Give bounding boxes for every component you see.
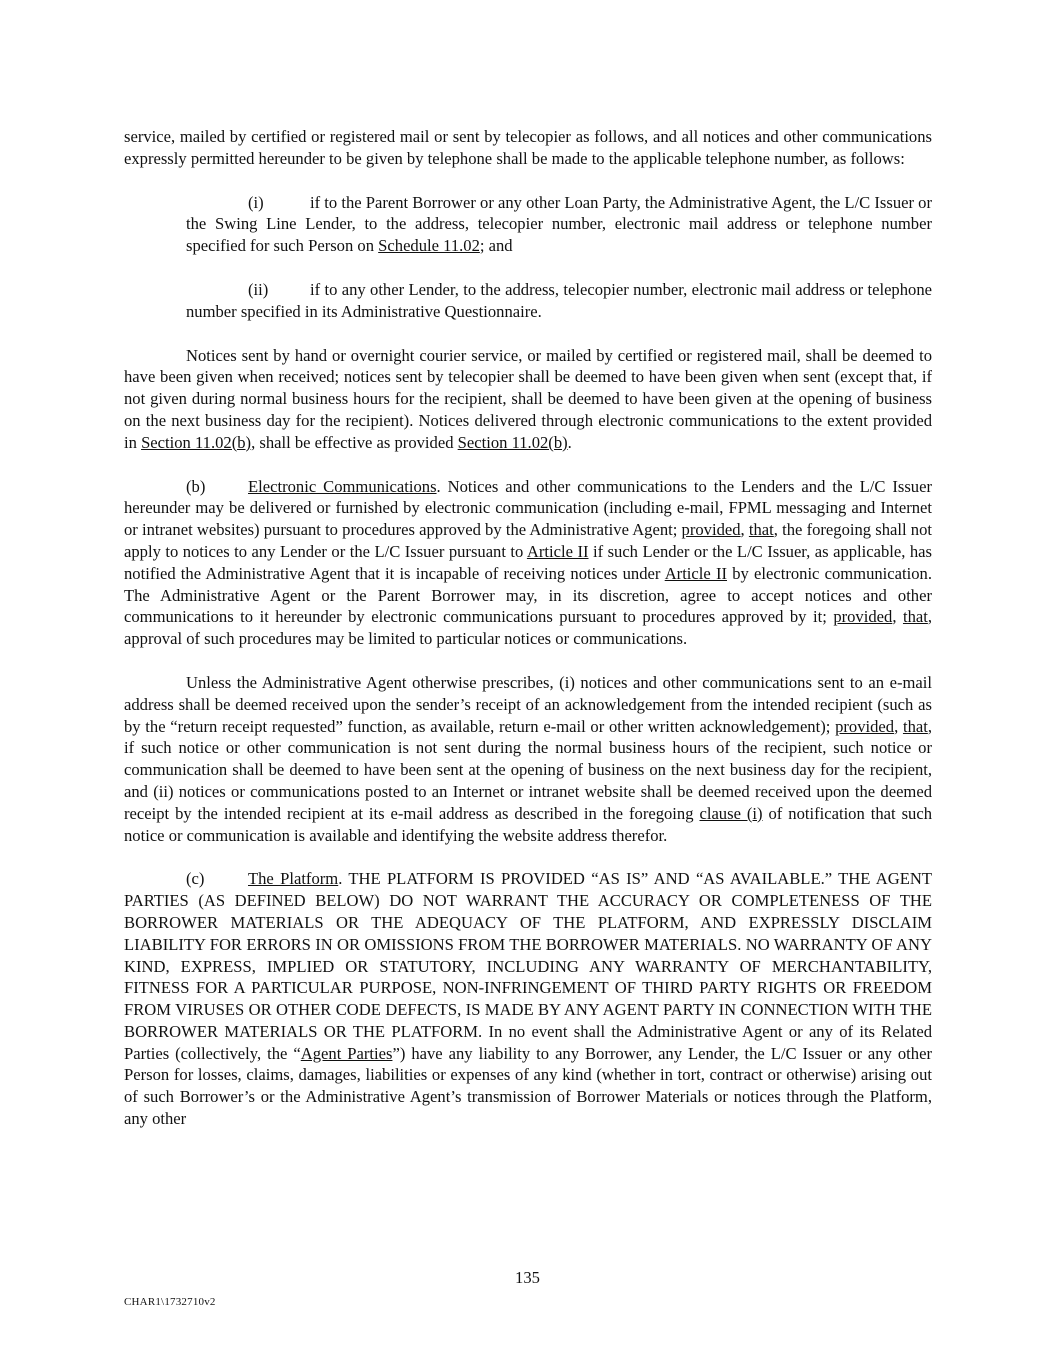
section-reference-2: Section 11.02(b) (457, 432, 568, 452)
comma: , (894, 716, 903, 736)
notices-text-b: , shall be effective as provided (251, 432, 458, 452)
clause-b-paragraph (124, 476, 932, 650)
clause-b-heading: Electronic Communications (248, 476, 437, 496)
clause-ii-number: (ii) (248, 279, 269, 299)
section-reference-1: Section 11.02(b) (141, 432, 252, 452)
that-term: that (902, 607, 928, 627)
unless-text-a: Unless the Administrative Agent otherwise prescribes, (i) notices and other communications sent to an e-mail address shall be deemed received upon the sender’s receipt of an acknowledgement from the intended recipient (such as by the “return receipt requested” function, as available, return e-mail or other written acknowledgement); (124, 672, 932, 736)
notices-text-a: Notices sent by hand or overnight courier service, or mailed by certified or registered mail, shall be deemed to have been given when received; notices sent by telecopier shall be deemed to have been given when sent (except that, if not given during normal business hours for the recipient, shall be deemed to have been given at the opening of business on the next business day for the recipient). Notices delivered through electronic communications to the extent provided in (124, 345, 932, 452)
paragraph-continuation: service, mailed by certified or registered mail or sent by telecopier as follows, and all notices and other communications expressly permitted hereunder to be given by telephone shall be made to the applicable telephone number, as follows: (124, 127, 932, 168)
comma: , (892, 607, 903, 627)
unless-text-b: , if such notice or other communication is not sent during the normal business hours of the recipient, such notice or communication shall be deemed to have been sent at the opening of business on the next business day for the recipient, and (ii) notices or communications posted to an Internet or intranet website shall be deemed received upon the deemed receipt by the intended recipient at its e-mail address as described in the foregoing (124, 716, 932, 823)
provided-term: provided (835, 716, 895, 736)
clause-i-tail: ; and (479, 236, 513, 256)
unless-text-c: of notification that such notice or communication is available and identifying the website address therefor. (124, 803, 932, 845)
article-reference-1: Article II (526, 541, 589, 561)
clause-c-paragraph (124, 868, 932, 1130)
notices-paragraph (124, 345, 932, 454)
unless-paragraph (124, 672, 932, 846)
that-term: that (902, 716, 928, 736)
clause-c-text-a: . THE PLATFORM IS PROVIDED “AS IS” AND “AS AVAILABLE.” THE AGENT PARTIES (AS DEFINED BELOW) DO NOT WARRANT THE ACCURACY OR COMPLETENESS OF THE BORROWER MATERIALS OR THE ADEQUACY OF THE PLATFORM, AND EXPRESSLY DISCLAIM LIABILITY FOR ERRORS IN OR OMISSIONS FROM THE BORROWER MATERIALS. NO WARRANTY OF ANY KIND, EXPRESS, IMPLIED OR STATUTORY, INCLUDING ANY WARRANTY OF MERCHANTABILITY, FITNESS FOR A PARTICULAR PURPOSE, NON-INFRINGEMENT OF THIRD PARTY RIGHTS OR FREEDOM FROM VIRUSES OR OTHER CODE DEFECTS, IS MADE BY ANY AGENT PARTY IN CONNECTION WITH THE BORROWER MATERIALS OR THE PLATFORM. In no event shall the Administrative Agent or any of its Related Parties (collectively, the “ (124, 869, 932, 1063)
clause-i (186, 192, 932, 257)
clause-ii-text: if to any other Lender, to the address, telecopier number, electronic mail address or telephone number specified in its Administrative Questionnaire. (186, 279, 932, 321)
that-term: that (748, 520, 774, 540)
schedule-reference: Schedule 11.02 (378, 236, 480, 256)
notices-text-c: . (567, 432, 572, 452)
page-number: 135 (515, 1268, 540, 1287)
document-id: CHAR1\1732710v2 (124, 1296, 216, 1308)
comma: , (740, 520, 749, 540)
provided-term: provided (681, 520, 741, 540)
defined-term-agent-parties: Agent Parties (300, 1043, 393, 1063)
document-page (124, 126, 932, 1130)
clause-b-text-a: . Notices and other communications to the Lenders and the L/C Issuer hereunder may be delivered or furnished by electronic communication (including e-mail, FPML messaging and Internet or intranet websites) pursuant to procedures approved by the Administrative Agent; (124, 476, 932, 540)
clause-c-number: (c) (186, 869, 205, 889)
clause-ii (186, 279, 932, 323)
clause-b-text-b: , the foregoing shall not apply to notices to any Lender or the L/C Issuer pursuant to (124, 520, 932, 561)
clause-c-text-b: ”) have any liability to any Borrower, any Lender, the L/C Issuer or any other Person for losses, claims, damages, liabilities or expenses of any kind (whether in tort, contract or otherwise) arising out of such Borrower’s or the Administrative Agent’s transmission of Borrower Materials or notices through the Platform, any other (124, 1043, 932, 1129)
provided-term: provided (833, 607, 893, 627)
article-reference-2: Article II (664, 563, 728, 583)
clause-b-number: (b) (186, 476, 206, 496)
clause-i-text: if to the Parent Borrower or any other Loan Party, the Administrative Agent, the L/C Issuer or the Swing Line Lender, to the address, telecopier number, electronic mail address or telephone number specified for such Person on (186, 192, 932, 256)
clause-b-text-d: by electronic communication. The Administrative Agent or the Parent Borrower may, in its discretion, agree to accept notices and other communications to it hereunder by electronic communications pursuant to procedures approved by it; (124, 563, 932, 627)
clause-b-text-c: if such Lender or the L/C Issuer, as applicable, has notified the Administrative Agent that it is incapable of receiving notices under (124, 541, 932, 583)
clause-c-heading: The Platform (248, 869, 339, 889)
clause-b-text-e: , approval of such procedures may be limited to particular notices or communications. (124, 607, 933, 649)
clause-i-number: (i) (248, 192, 264, 212)
clause-reference: clause (i) (699, 803, 763, 823)
